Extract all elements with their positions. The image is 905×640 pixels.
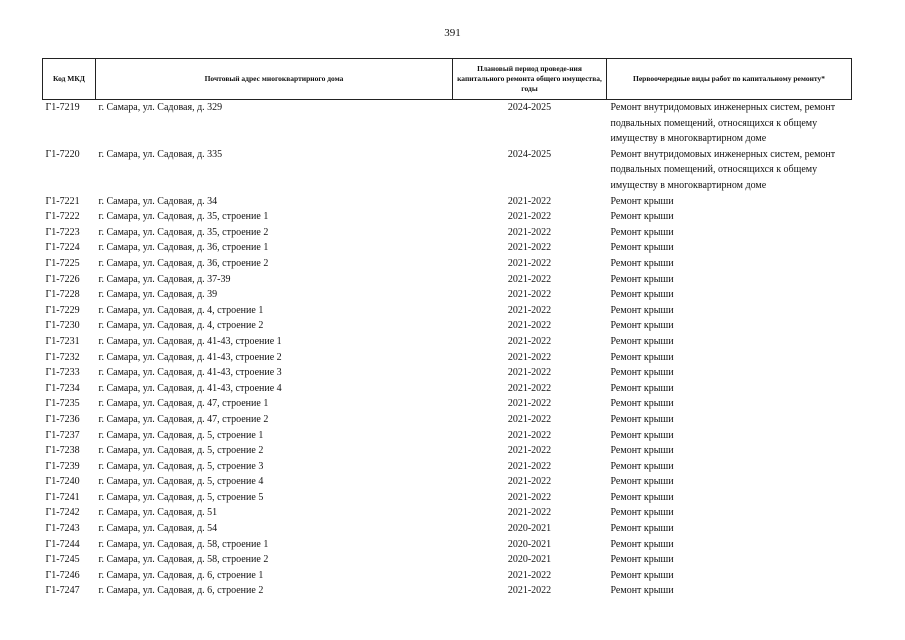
table-row: [43, 568, 852, 584]
table-row: [43, 396, 852, 412]
row-code: Г1-7241: [45, 491, 80, 503]
row-code: Г1-7226: [45, 273, 80, 285]
row-works: Ремонт крыши: [610, 507, 674, 519]
row-works: Ремонт крыши: [610, 273, 674, 285]
row-works: Ремонт крыши: [610, 351, 674, 363]
table-row: [43, 459, 852, 475]
row-code: Г1-7240: [45, 476, 80, 488]
row-address: г. Самара, ул. Садовая, д. 41-43, строение 1: [98, 335, 282, 347]
row-address: г. Самара, ул. Садовая, д. 6, строение 1: [98, 569, 264, 581]
housing-repair-table: [42, 58, 852, 599]
row-period: 2021-2022: [507, 569, 552, 581]
row-address: г. Самара, ул. Садовая, д. 54: [98, 523, 218, 535]
row-period: 2021-2022: [507, 382, 552, 394]
table-row: [43, 256, 852, 272]
page-number: 391: [444, 27, 461, 39]
row-period: 2021-2022: [507, 460, 552, 472]
row-period: 2021-2022: [507, 476, 552, 488]
row-works: Ремонт крыши: [610, 304, 674, 316]
table-header: [43, 59, 852, 100]
table-row: [43, 505, 852, 521]
row-address: г. Самара, ул. Садовая, д. 36, строение 1: [98, 242, 269, 254]
row-period: 2021-2022: [507, 585, 552, 597]
row-period: 2021-2022: [507, 226, 552, 238]
row-works: Ремонт крыши: [610, 538, 674, 550]
row-address: г. Самара, ул. Садовая, д. 51: [98, 507, 218, 519]
row-works: Ремонт крыши: [610, 335, 674, 347]
table-row: [43, 147, 852, 194]
row-works: Ремонт крыши: [610, 382, 674, 394]
row-works: Ремонт крыши: [610, 195, 674, 207]
row-period: 2021-2022: [507, 398, 552, 410]
row-period: 2020-2021: [507, 554, 552, 566]
row-address: г. Самара, ул. Садовая, д. 35, строение 2: [98, 226, 269, 238]
row-period: 2021-2022: [507, 491, 552, 503]
row-code: Г1-7233: [45, 367, 80, 379]
header-period: Плановый период проведе-ния капитального ремонта общего имущества, годы: [453, 59, 607, 100]
housing-repair-table-container: [42, 58, 851, 599]
row-address: г. Самара, ул. Садовая, д. 41-43, строение 4: [98, 382, 282, 394]
row-code: Г1-7243: [45, 523, 80, 535]
table-row: [43, 225, 852, 241]
row-works: Ремонт крыши: [610, 585, 674, 597]
row-code: Г1-7231: [45, 335, 80, 347]
row-code: Г1-7221: [45, 195, 80, 207]
row-works: Ремонт крыши: [610, 398, 674, 410]
row-address: г. Самара, ул. Садовая, д. 35, строение 1: [98, 211, 269, 223]
row-code: Г1-7225: [45, 257, 80, 269]
row-code: Г1-7235: [45, 398, 80, 410]
row-address: г. Самара, ул. Садовая, д. 5, строение 3: [98, 460, 264, 472]
header-works: Первоочередные виды работ по капитальному ремонту*: [607, 59, 852, 100]
table-row: [43, 272, 852, 288]
row-period: 2021-2022: [507, 304, 552, 316]
row-period: 2020-2021: [507, 523, 552, 535]
row-code: Г1-7223: [45, 226, 80, 238]
row-address: г. Самара, ул. Садовая, д. 5, строение 2: [98, 445, 264, 457]
row-code: Г1-7228: [45, 289, 80, 301]
row-code: Г1-7224: [45, 242, 80, 254]
row-code: Г1-7236: [45, 413, 80, 425]
row-code: Г1-7237: [45, 429, 80, 441]
row-period: 2021-2022: [507, 195, 552, 207]
row-address: г. Самара, ул. Садовая, д. 58, строение 2: [98, 554, 269, 566]
row-code: Г1-7242: [45, 507, 80, 519]
table-row: [43, 412, 852, 428]
row-code: Г1-7222: [45, 211, 80, 223]
row-address: г. Самара, ул. Садовая, д. 41-43, строение 2: [98, 351, 282, 363]
table-header-row: [43, 59, 852, 100]
table-row: [43, 521, 852, 537]
row-code: Г1-7219: [45, 102, 80, 113]
row-works: Ремонт крыши: [610, 569, 674, 581]
row-period: 2024-2025: [507, 148, 552, 160]
row-code: Г1-7247: [45, 585, 80, 597]
row-code: Г1-7244: [45, 538, 80, 550]
row-period: 2021-2022: [507, 211, 552, 223]
row-code: Г1-7238: [45, 445, 80, 457]
table-row: [43, 381, 852, 397]
table-row: [43, 552, 852, 568]
table-row: [43, 537, 852, 553]
row-period: 2021-2022: [507, 335, 552, 347]
table-row: [43, 100, 852, 147]
row-period: 2021-2022: [507, 413, 552, 425]
row-works: Ремонт крыши: [610, 320, 674, 332]
row-address: г. Самара, ул. Садовая, д. 335: [98, 148, 223, 160]
row-address: г. Самара, ул. Садовая, д. 4, строение 1: [98, 304, 264, 316]
table-row: [43, 583, 852, 599]
row-code: Г1-7234: [45, 382, 80, 394]
row-period: 2021-2022: [507, 367, 552, 379]
row-code: Г1-7246: [45, 569, 80, 581]
row-works: Ремонт крыши: [610, 554, 674, 566]
table-row: [43, 334, 852, 350]
row-period: 2021-2022: [507, 273, 552, 285]
table-row: [43, 365, 852, 381]
row-address: г. Самара, ул. Садовая, д. 6, строение 2: [98, 585, 264, 597]
row-address: г. Самара, ул. Садовая, д. 4, строение 2: [98, 320, 264, 332]
row-address: г. Самара, ул. Садовая, д. 5, строение 5: [98, 491, 264, 503]
row-works: Ремонт крыши: [610, 476, 674, 488]
row-period: 2021-2022: [507, 320, 552, 332]
row-address: г. Самара, ул. Садовая, д. 329: [98, 102, 223, 113]
row-address: г. Самара, ул. Садовая, д. 39: [98, 289, 218, 301]
table-row: [43, 303, 852, 319]
table-row: [43, 194, 852, 210]
row-works: Ремонт внутридомовых инженерных систем, ремонт подвальных помещений, относящихся к общему имуществу в многоквартирном доме: [610, 148, 836, 191]
row-period: 2021-2022: [507, 351, 552, 363]
table-row: [43, 490, 852, 506]
row-works: Ремонт крыши: [610, 211, 674, 223]
table-row: [43, 318, 852, 334]
row-code: Г1-7230: [45, 320, 80, 332]
table-row: [43, 240, 852, 256]
row-address: г. Самара, ул. Садовая, д. 37-39: [98, 273, 231, 285]
table-row: [43, 474, 852, 490]
row-address: г. Самара, ул. Садовая, д. 47, строение 1: [98, 398, 269, 410]
table-row: [43, 443, 852, 459]
row-period: 2020-2021: [507, 538, 552, 550]
row-works: Ремонт крыши: [610, 429, 674, 441]
table-row: [43, 428, 852, 444]
table-body: [43, 100, 852, 600]
row-works: Ремонт крыши: [610, 242, 674, 254]
header-code: Код МКД: [43, 59, 96, 100]
row-code: Г1-7239: [45, 460, 80, 472]
row-works: Ремонт крыши: [610, 367, 674, 379]
table-row: [43, 209, 852, 225]
row-works: Ремонт внутридомовых инженерных систем, ремонт подвальных помещений, относящихся к общему имуществу в многоквартирном доме: [610, 102, 836, 145]
row-works: Ремонт крыши: [610, 289, 674, 301]
table-row: [43, 287, 852, 303]
row-address: г. Самара, ул. Садовая, д. 5, строение 1: [98, 429, 264, 441]
header-address: Почтовый адрес многоквартирного дома: [96, 59, 453, 100]
row-works: Ремонт крыши: [610, 460, 674, 472]
row-period: 2021-2022: [507, 445, 552, 457]
row-code: Г1-7229: [45, 304, 80, 316]
row-code: Г1-7220: [45, 148, 80, 160]
row-period: 2021-2022: [507, 242, 552, 254]
row-address: г. Самара, ул. Садовая, д. 41-43, строение 3: [98, 367, 282, 379]
row-period: 2021-2022: [507, 507, 552, 519]
row-address: г. Самара, ул. Садовая, д. 34: [98, 195, 218, 207]
row-works: Ремонт крыши: [610, 491, 674, 503]
row-period: 2021-2022: [507, 257, 552, 269]
row-address: г. Самара, ул. Садовая, д. 58, строение 1: [98, 538, 269, 550]
row-code: Г1-7245: [45, 554, 80, 566]
table-row: [43, 350, 852, 366]
row-works: Ремонт крыши: [610, 445, 674, 457]
row-works: Ремонт крыши: [610, 413, 674, 425]
row-address: г. Самара, ул. Садовая, д. 5, строение 4: [98, 476, 264, 488]
row-works: Ремонт крыши: [610, 523, 674, 535]
row-code: Г1-7232: [45, 351, 80, 363]
row-address: г. Самара, ул. Садовая, д. 47, строение 2: [98, 413, 269, 425]
row-period: 2024-2025: [507, 102, 552, 113]
row-period: 2021-2022: [507, 429, 552, 441]
row-works: Ремонт крыши: [610, 226, 674, 238]
row-period: 2021-2022: [507, 289, 552, 301]
row-address: г. Самара, ул. Садовая, д. 36, строение 2: [98, 257, 269, 269]
row-works: Ремонт крыши: [610, 257, 674, 269]
